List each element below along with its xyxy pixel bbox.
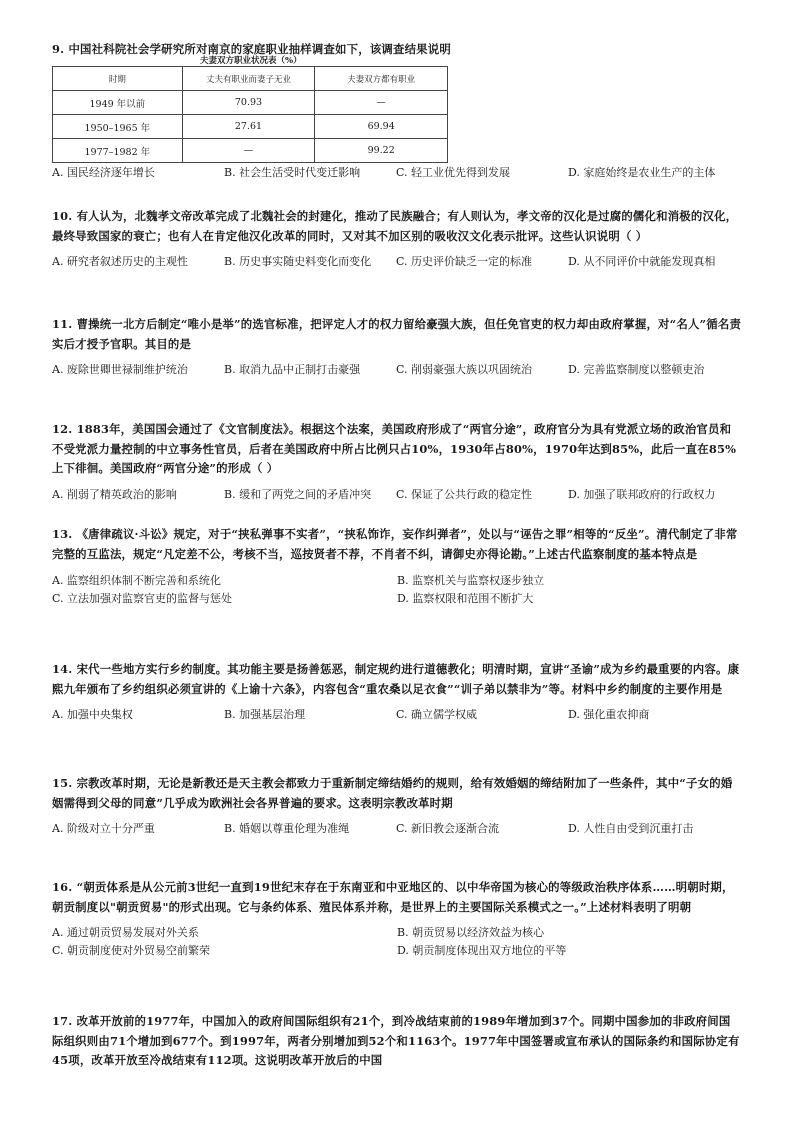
option-c[interactable]: C. 新旧教会逐渐合流 bbox=[396, 822, 500, 835]
option-a[interactable]: A. 研究者叙述历史的主观性 bbox=[52, 255, 188, 268]
table-cell: 99.22 bbox=[315, 139, 448, 163]
table-header-cell: 夫妻双方都有职业 bbox=[315, 67, 448, 91]
option-b[interactable]: B. 加强基层治理 bbox=[224, 708, 306, 721]
option-d[interactable]: D. 家庭始终是农业生产的主体 bbox=[568, 166, 716, 179]
option-d[interactable]: D. 强化重农抑商 bbox=[568, 708, 650, 721]
option-a[interactable]: A. 监察组织体制不断完善和系统化 bbox=[52, 574, 221, 587]
option-c[interactable]: C. 确立儒学权威 bbox=[396, 708, 478, 721]
table-cell: 1950–1965 年 bbox=[53, 115, 183, 139]
question-14-stem: 14. 宋代一些地方实行乡约制度。其功能主要是扬善惩恶，制定规约进行道德教化；明清时期，宣讲“圣谕”成为乡约最重要的内容。康熙九年颁布了乡约组织必须宣讲的《上谕十六条》，内容包含“重农桑以足衣食”“训子弟以禁非为”等。材料中乡约制度的主要作用是 bbox=[52, 662, 740, 696]
option-b[interactable]: B. 取消九品中正制打击豪强 bbox=[224, 363, 361, 376]
option-b[interactable]: B. 婚姻以尊重伦理为准绳 bbox=[224, 822, 350, 835]
table-cell: 1977–1982 年 bbox=[53, 139, 183, 163]
option-c[interactable]: C. 保证了公共行政的稳定性 bbox=[396, 487, 533, 501]
option-b[interactable]: B. 社会生活受时代变迁影响 bbox=[224, 166, 361, 179]
option-b[interactable]: B. 朝贡贸易以经济效益为核心 bbox=[397, 926, 545, 939]
table-row bbox=[53, 115, 448, 139]
table-header-cell: 时期 bbox=[53, 67, 183, 91]
question-16-stem: 16. “朝贡体系是从公元前3世纪一直到19世纪末存在于东南亚和中亚地区的、以中华帝国为核心的等级政治秩序体系……明朝时期，朝贡制度以"朝贡贸易"的形式出现。它与条约体系、殖民体系并称，是世界上的主要国际关系模式之一。”上述材料表明了明朝 bbox=[52, 880, 734, 914]
table-header-cell: 丈夫有职业而妻子无业 bbox=[182, 67, 315, 91]
option-d[interactable]: D. 加强了联邦政府的行政权力 bbox=[568, 487, 716, 501]
occupation-table bbox=[52, 66, 448, 163]
option-d[interactable]: D. 人性自由受到沉重打击 bbox=[568, 822, 694, 835]
option-b[interactable]: B. 历史事实随史料变化而变化 bbox=[224, 255, 372, 268]
option-b[interactable]: B. 缓和了两党之间的矛盾冲突 bbox=[224, 487, 372, 501]
question-12-stem: 12. 1883年，美国国会通过了《文官制度法》。根据这个法案，美国政府形成了“两官分途”，政府官分为具有党派立场的政治官员和不受党派力量控制的中立事务性官员，后者在美国政府中所占比例只占10%，1930年占80%，1970年达到85%，此后一直在85%上下徘徊。美国政府“两官分途”的形成（ ） bbox=[52, 422, 737, 475]
question-15 bbox=[52, 774, 742, 838]
option-a[interactable]: A. 废除世卿世禄制维护统治 bbox=[52, 363, 188, 376]
option-a[interactable]: A. 削弱了精英政治的影响 bbox=[52, 487, 177, 501]
table-header-row bbox=[53, 67, 448, 91]
option-a[interactable]: A. 国民经济逐年增长 bbox=[52, 166, 155, 179]
table-cell: — bbox=[182, 139, 315, 163]
question-14 bbox=[52, 660, 742, 724]
question-13-stem: 13. 《唐律疏议·斗讼》规定，对于“挟私弹事不实者”，“挟私饰诈，妄作纠弹者”，处以与“诬告之罪”相等的“反坐”。清代制定了非常完整的互监法，规定“凡定差不公，考核不当，巡按贤者不荐，不肖者不纠，请御史亦得论勘。”上述古代监察制度的基本特点是 bbox=[52, 527, 738, 561]
option-d[interactable]: D. 监察权限和范围不断扩大 bbox=[397, 592, 534, 605]
question-15-stem: 15. 宗教改革时期，无论是新教还是天主教会都致力于重新制定缔结婚约的规则，给有效婚姻的缔结附加了一些条件，其中“子女的婚姻需得到父母的同意”几乎成为欧洲社会各界普遍的要求。这表明宗教改革时期 bbox=[52, 776, 733, 810]
table-caption: 夫妻双方职业状况表（%） bbox=[200, 56, 302, 66]
table-row bbox=[53, 139, 448, 163]
option-c[interactable]: C. 立法加强对监察官吏的监督与惩处 bbox=[52, 592, 233, 605]
option-d[interactable]: D. 从不同评价中就能发现真相 bbox=[568, 255, 716, 268]
question-17 bbox=[52, 1012, 742, 1071]
table-cell: 27.61 bbox=[182, 115, 315, 139]
question-9-options bbox=[52, 160, 742, 182]
option-c[interactable]: C. 削弱豪强大族以巩固统治 bbox=[396, 363, 533, 376]
option-a[interactable]: A. 通过朝贡贸易发展对外关系 bbox=[52, 926, 199, 939]
option-c[interactable]: C. 轻工业优先得到发展 bbox=[396, 166, 511, 179]
option-a[interactable]: A. 阶级对立十分严重 bbox=[52, 822, 155, 835]
option-c[interactable]: C. 历史评价缺乏一定的标准 bbox=[396, 255, 533, 268]
question-11 bbox=[52, 315, 742, 379]
question-9 bbox=[52, 40, 742, 60]
option-d[interactable]: D. 朝贡制度体现出双方地位的平等 bbox=[397, 944, 567, 957]
question-10-stem: 10. 有人认为，北魏孝文帝改革完成了北魏社会的封建化，推动了民族融合；有人则认为，孝文帝的汉化是过腐的儒化和消极的汉化，最终导致国家的衰亡；也有人在肯定他汉化改革的同时，又对其不加区别的吸收汉文化表示批评。这些认识说明（ ） bbox=[52, 209, 738, 243]
option-a[interactable]: A. 加强中央集权 bbox=[52, 708, 133, 721]
question-16 bbox=[52, 878, 742, 960]
table-cell: — bbox=[315, 91, 448, 115]
table-row bbox=[53, 91, 448, 115]
question-13 bbox=[52, 525, 742, 608]
question-9-stem: 9. 中国社科院社会学研究所对南京的家庭职业抽样调查如下，该调查结果说明 bbox=[52, 42, 451, 56]
table-cell: 70.93 bbox=[182, 91, 315, 115]
table-cell: 69.94 bbox=[315, 115, 448, 139]
question-17-stem: 17. 改革开放前的1977年，中国加入的政府间国际组织有21个，到冷战结束前的1989年增加到37个。同期中国参加的非政府间国际组织则由71个增加到677个。到1997年，两者分别增加到52个和1163个。1977年中国签署或宣布承认的国际条约和国际协定有45项，改革开放至冷战结束有112项。这说明改革开放后的中国 bbox=[52, 1014, 740, 1067]
option-b[interactable]: B. 监察机关与监察权逐步独立 bbox=[397, 574, 545, 587]
option-c[interactable]: C. 朝贡制度使对外贸易空前繁荣 bbox=[52, 944, 211, 957]
question-10 bbox=[52, 207, 742, 271]
question-11-stem: 11. 曹操统一北方后制定“唯小是举”的选官标准，把评定人才的权力留给豪强大族，但任免官吏的权力却由政府掌握，对“名人”循名责实后才授予官职。其目的是 bbox=[52, 317, 742, 351]
question-12 bbox=[52, 420, 742, 504]
option-d[interactable]: D. 完善监察制度以整顿吏治 bbox=[568, 363, 705, 376]
table-cell: 1949 年以前 bbox=[53, 91, 183, 115]
